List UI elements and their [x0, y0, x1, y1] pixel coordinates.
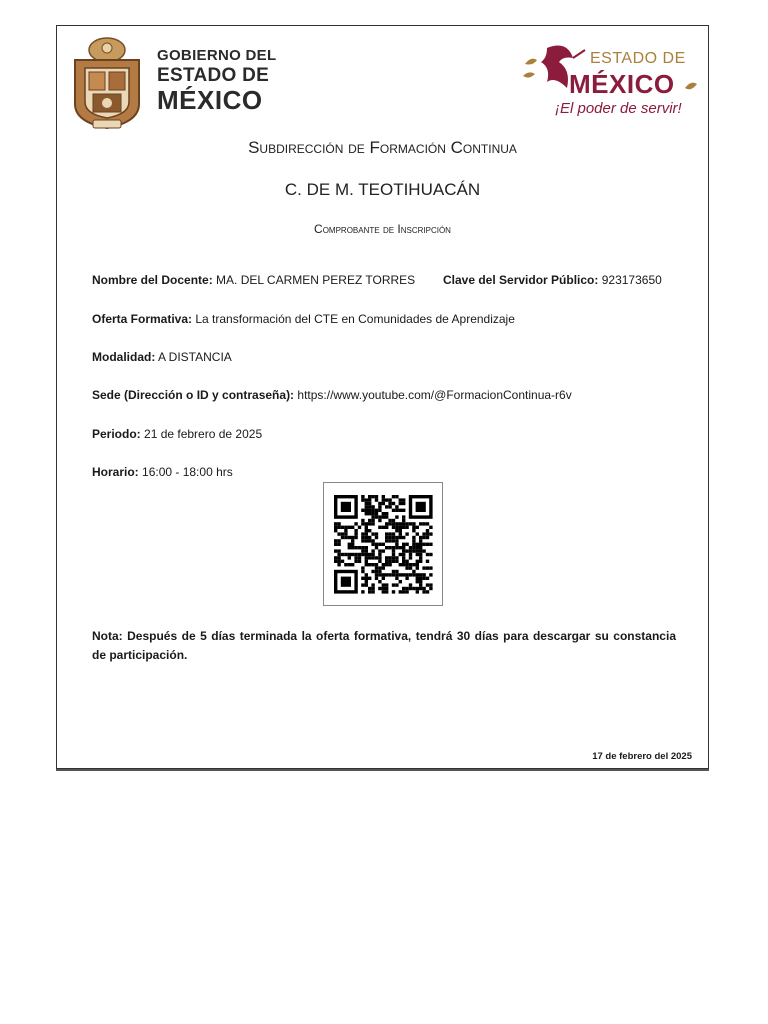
gobierno-line1: GOBIERNO DEL	[157, 47, 277, 64]
nota-text: Nota: Después de 5 días terminada la oferta formativa, tendrá 30 días para descargar su constancia de participación.	[92, 629, 676, 662]
comprobante-title: Comprobante de Inscripción	[314, 222, 451, 236]
clave-field	[443, 273, 662, 287]
estado-de-mexico-logo	[515, 36, 700, 128]
qr-code	[323, 482, 443, 606]
brand-slogan: ¡El poder de servir!	[555, 100, 682, 117]
modalidad-field	[92, 350, 232, 364]
gobierno-line3: MÉXICO	[157, 85, 263, 115]
docente-label: Nombre del Docente:	[92, 273, 213, 287]
brand-line1: ESTADO DE	[590, 50, 686, 67]
subdireccion-title: Subdirección de Formación Continua	[248, 138, 517, 157]
horario-label: Horario:	[92, 465, 139, 479]
periodo-label: Periodo:	[92, 427, 141, 441]
gobierno-wordmark	[157, 48, 276, 113]
qr-code-pattern	[324, 483, 442, 605]
comprobante-document	[56, 25, 709, 769]
periodo-value: 21 de febrero de 2025	[144, 427, 263, 441]
oferta-label: Oferta Formativa:	[92, 312, 193, 326]
sede-field	[92, 388, 572, 402]
docente-value: MA. DEL CARMEN PEREZ TORRES	[216, 273, 416, 287]
horario-field	[92, 465, 233, 479]
horario-value: 16:00 - 18:00 hrs	[142, 465, 233, 479]
brand-line2: MÉXICO	[569, 69, 675, 99]
periodo-field	[92, 427, 262, 441]
oferta-field	[92, 312, 515, 326]
sede-link[interactable]: https://www.youtube.com/@FormacionContinua-r6v	[297, 388, 572, 402]
clave-label: Clave del Servidor Público:	[443, 273, 599, 287]
docente-field	[92, 273, 415, 287]
coat-of-arms-logo	[67, 34, 147, 130]
gobierno-line2: ESTADO DE	[157, 65, 270, 86]
fecha-text: 17 de febrero del 2025	[592, 751, 692, 762]
clave-value: 923173650	[601, 273, 662, 287]
modalidad-value: A DISTANCIA	[158, 350, 232, 364]
centro-title: C. DE M. TEOTIHUACÁN	[284, 180, 481, 199]
oferta-value: La transformación del CTE en Comunidades de Aprendizaje	[195, 312, 515, 326]
modalidad-label: Modalidad:	[92, 350, 156, 364]
sede-label: Sede (Dirección o ID y contraseña):	[92, 388, 295, 402]
